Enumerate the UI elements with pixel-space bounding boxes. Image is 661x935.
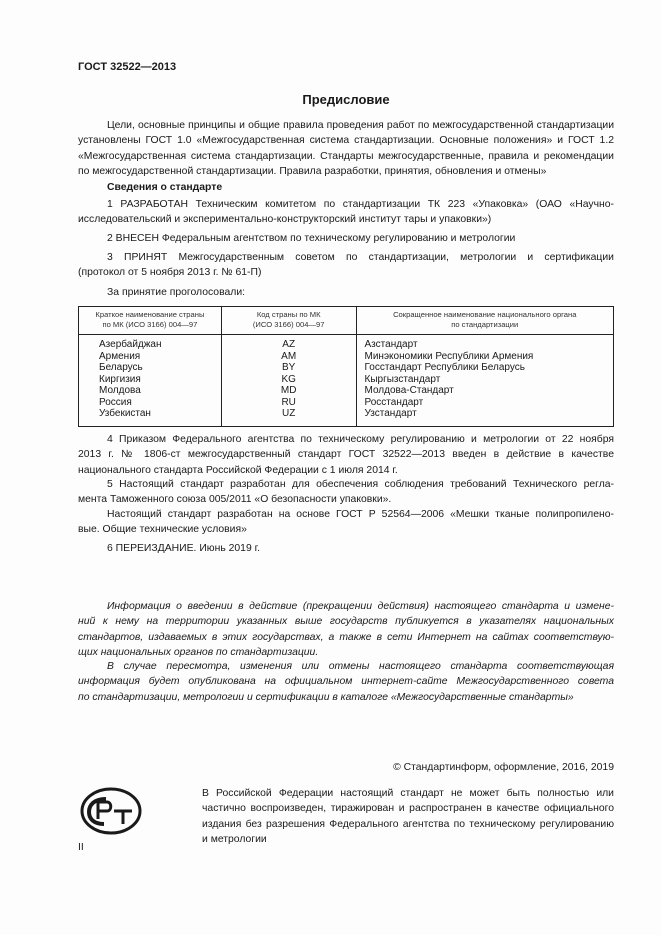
- header-text: по МК (ИСО 3166) 004—97: [102, 320, 198, 329]
- code-cell: AZ: [221, 335, 356, 351]
- text-line: установлены ГОСТ 1.0 «Межгосударственная система стандартизации. Основные положения» и ГОСТ 1.2: [78, 135, 614, 147]
- header-code: [221, 307, 356, 335]
- item-6: [78, 541, 614, 556]
- page-number: II: [78, 842, 84, 853]
- item-2: [78, 231, 614, 246]
- table-row: [79, 362, 614, 374]
- item-5: [78, 477, 614, 508]
- text-line: 1 РАЗРАБОТАН Техническим комитетом по стандартизации ТК 223 «Упаковка» (ОАО «Научно-: [107, 199, 614, 210]
- body-cell: Росстандарт: [356, 397, 613, 409]
- code-cell: RU: [221, 397, 356, 409]
- table-row: [79, 351, 614, 363]
- country-cell: Молдова: [79, 385, 222, 397]
- intro-paragraph: [78, 118, 614, 179]
- country-cell: Армения: [79, 351, 222, 363]
- rights-notice: [202, 786, 614, 847]
- country-cell: Россия: [79, 397, 222, 409]
- voting-table: [78, 306, 614, 427]
- text-line: издания без разрешения Федерального агентства по техническому регулированию: [202, 818, 614, 830]
- body-cell: Госстандарт Республики Беларусь: [356, 362, 613, 374]
- text-line: 4 Приказом Федерального агентства по техническому регулированию и метрологии от 22 ноября: [107, 434, 614, 445]
- text-line: 3 ПРИНЯТ Межгосударственным советом по стандартизации, метрологии и сертификации: [107, 252, 614, 263]
- table-header-row: [79, 307, 614, 335]
- code-cell: AM: [221, 351, 356, 363]
- table-row: [79, 335, 614, 351]
- page-title: Предисловие: [302, 92, 390, 107]
- text-line: За принятие проголосовали:: [107, 287, 246, 298]
- item-4: [78, 432, 614, 478]
- rst-logo-icon: [80, 786, 142, 836]
- header-body: [356, 307, 613, 335]
- notice-paragraph-2: [78, 659, 614, 705]
- table-row: [79, 408, 614, 426]
- text-line: информация будет опубликована на официальном интернет-сайте Межгосударственного совета: [78, 676, 614, 688]
- country-cell: Азербайджан: [79, 335, 222, 351]
- body-cell: Азстандарт: [356, 335, 613, 351]
- item-1: [78, 197, 614, 228]
- body-cell: Кыргызстандарт: [356, 374, 613, 386]
- item-5-basis: [78, 507, 614, 538]
- header-text: (ИСО 3166) 004—97: [252, 320, 325, 329]
- body-cell: Узстандарт: [356, 408, 613, 426]
- header-country: [79, 307, 222, 335]
- text-line: по межгосударственной стандартизации. Правила разработки, принятия, обновления и отмены»: [78, 165, 547, 177]
- text-line: национального стандарта Российской Федерации с 1 июля 2014 г.: [78, 464, 398, 476]
- text-line: мента Таможенного союза 005/2011 «О безопасности упаковки».: [78, 494, 392, 506]
- code-cell: KG: [221, 374, 356, 386]
- country-cell: Узбекистан: [79, 408, 222, 426]
- item-3: [78, 250, 614, 281]
- text-line: Информация о введении в действие (прекращении действия) настоящего стандарта и измене-: [107, 601, 614, 612]
- copyright: © Стандартинформ, оформление, 2016, 2019: [393, 762, 614, 773]
- header-text: Краткое наименование страны: [95, 310, 205, 319]
- text-line: исследовательский и экспериментально-конструкторский институт тары и упаковки»): [78, 214, 492, 226]
- text-line: Настоящий стандарт разработан на основе ГОСТ Р 52564—2006 «Мешки тканые полипропилено-: [107, 509, 614, 520]
- text-line: «Межгосударственная система стандартизации. Стандарты межгосударственные, правила и рекомендации: [78, 150, 614, 162]
- text-line: (протокол от 5 ноября 2013 г. № 61-П): [78, 267, 262, 279]
- country-cell: Киргизия: [79, 374, 222, 386]
- text-line: и метрологии: [202, 833, 267, 845]
- text-line: щих национальных органов по стандартизации.: [78, 646, 319, 658]
- code-cell: UZ: [221, 408, 356, 426]
- vote-label: [78, 285, 614, 300]
- text-line: 2 ВНЕСЕН Федеральным агентством по техническому регулированию и метрологии: [107, 233, 516, 244]
- text-line: 6 ПЕРЕИЗДАНИЕ. Июнь 2019 г.: [107, 543, 261, 554]
- country-cell: Беларусь: [79, 362, 222, 374]
- notice-paragraph-1: [78, 599, 614, 660]
- text-line: ний к нему на территории указанных выше государств публикуется в указателях национальных: [78, 616, 614, 628]
- body-cell: Молдова-Стандарт: [356, 385, 613, 397]
- table-row: [79, 374, 614, 386]
- info-heading: [78, 180, 614, 195]
- code-cell: BY: [221, 362, 356, 374]
- text-line: стандартов, издаваемых в этих государствах, а также в сети Интернет на сайтах соответствую-: [78, 631, 614, 643]
- code-cell: MD: [221, 385, 356, 397]
- table-row: [79, 385, 614, 397]
- body-cell: Минэкономики Республики Армения: [356, 351, 613, 363]
- text-line: В Российской Федерации настоящий стандарт не может быть полностью или: [202, 788, 614, 799]
- standard-id: ГОСТ 32522—2013: [78, 61, 177, 73]
- text-line: по стандартизации, метрологии и сертификации в каталоге «Межгосударственные стандарты»: [78, 691, 574, 703]
- table-row: [79, 397, 614, 409]
- text-line: 2013 г. № 1806-ст межгосударственный стандарт ГОСТ 32522—2013 введен в действие в качестве: [78, 449, 614, 461]
- header-text: Сокращенное наименование национального органа: [393, 310, 577, 319]
- text-line: 5 Настоящий стандарт разработан для обеспечения соблюдения требований Технического регла-: [107, 479, 614, 490]
- text-line: Цели, основные принципы и общие правила проведения работ по межгосударственной стандартизации: [107, 120, 614, 131]
- text-line: Сведения о стандарте: [107, 182, 223, 193]
- header-text: по стандартизации: [451, 320, 519, 329]
- text-line: В случае пересмотра, изменения или отмены настоящего стандарта соответствующая: [107, 661, 614, 672]
- text-line: частично воспроизведен, тиражирован и распространен в качестве официального: [202, 803, 614, 815]
- header-text: Код страны по МК: [256, 310, 321, 319]
- text-line: вые. Общие технические условия»: [78, 524, 247, 536]
